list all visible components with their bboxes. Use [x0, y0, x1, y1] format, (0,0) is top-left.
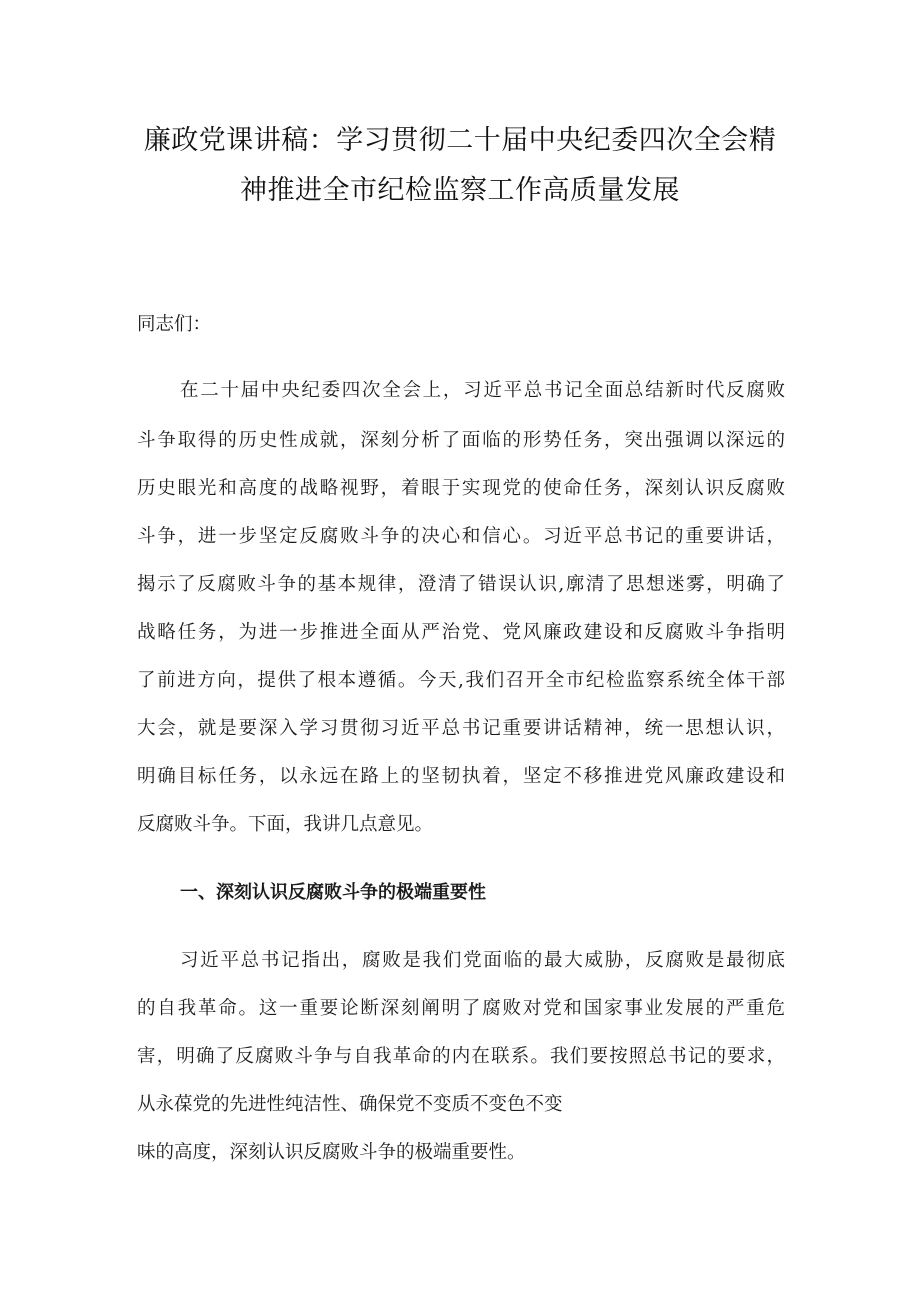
document-title-line-1: 廉政党课讲稿：学习贯彻二十届中央纪委四次全会精: [143, 125, 777, 156]
paragraph-1-line: 在二十届中央纪委四次全会上，习近平总书记全面总结新时代反腐败: [180, 380, 785, 401]
paragraph-2-line: 害，明确了反腐败斗争与自我革命的内在联系。我们要按照总书记的要求，: [137, 1046, 785, 1067]
paragraph-2-line: 习近平总书记指出，腐败是我们党面临的最大威胁，反腐败是最彻底: [180, 950, 785, 971]
salutation: 同志们：: [137, 314, 212, 335]
document-title-line-2: 神推进全市纪检监察工作高质量发展: [240, 175, 680, 206]
paragraph-1-line: 了前进方向，提供了根本遵循。今天,我们召开全市纪检监察系统全体干部: [137, 670, 785, 691]
paragraph-1-line: 斗争，进一步坚定反腐败斗争的决心和信心。习近平总书记的重要讲话，: [137, 526, 785, 547]
paragraph-1-line: 历史眼光和高度的战略视野，着眼于实现党的使命任务，深刻认识反腐败: [137, 478, 785, 499]
paragraph-1-line: 斗争取得的历史性成就，深刻分析了面临的形势任务，突出强调以深远的: [137, 430, 785, 451]
paragraph-2-line: 味的高度，深刻认识反腐败斗争的极端重要性。: [137, 1142, 526, 1163]
paragraph-1-line: 大会，就是要深入学习贯彻习近平总书记重要讲话精神，统一思想认识，: [137, 718, 785, 739]
paragraph-1-line: 揭示了反腐败斗争的基本规律，澄清了错误认识,廓清了思想迷雾，明确了: [137, 574, 785, 595]
paragraph-1-line: 反腐败斗争。下面，我讲几点意见。: [137, 814, 434, 835]
paragraph-2-line: 的自我革命。这一重要论断深刻阐明了腐败对党和国家事业发展的严重危: [137, 998, 785, 1019]
paragraph-1-line: 战略任务，为进一步推进全面从严治党、党风廉政建设和反腐败斗争指明: [137, 622, 785, 643]
section-1-heading: 一、深刻认识反腐败斗争的极端重要性: [180, 882, 486, 903]
paragraph-1-line: 明确目标任务，以永远在路上的坚韧执着，坚定不移推进党风廉政建设和: [137, 766, 785, 787]
paragraph-2-line: 从永葆党的先进性纯洁性、确保党不变质不变色不变: [137, 1094, 563, 1115]
